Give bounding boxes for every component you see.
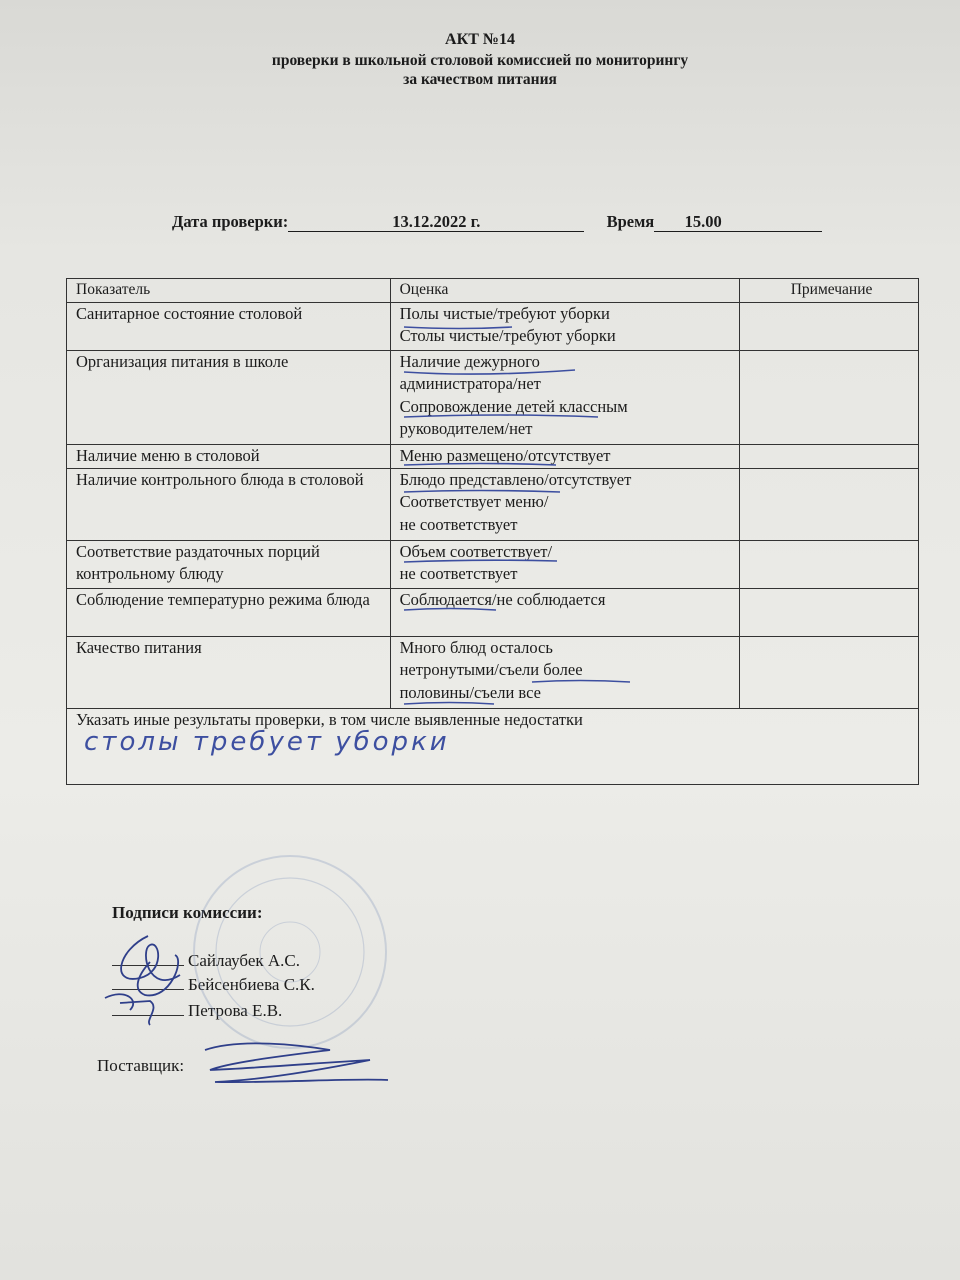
member-name: Сайлаубек А.С. — [188, 951, 301, 970]
time-label: Время — [606, 212, 655, 231]
indicator-cell: Организация питания в школе — [67, 350, 391, 444]
assessment-line: администратора/нет — [399, 374, 541, 393]
date-label: Дата проверки: — [172, 212, 289, 231]
assessment-line: руководителем/нет — [399, 419, 533, 438]
indicator-cell: Санитарное состояние столовой — [67, 302, 391, 350]
member-name: Бейсенбиева С.К. — [188, 975, 315, 994]
document-title: АКТ №14 — [445, 31, 515, 48]
assessment-line: Объем соответствует/ — [399, 541, 553, 561]
stamp-seal — [194, 856, 386, 1048]
assessment-line: половины/съели все — [399, 682, 541, 702]
assessment-line: не соответствует — [399, 564, 518, 583]
signatures-title: Подписи комиссии: — [112, 903, 263, 922]
assessment-line: не соответствует — [399, 514, 518, 534]
other-results-handwritten: столы требует уборки — [84, 727, 450, 757]
selection-underlines — [404, 327, 630, 704]
column-header-indicator: Показатель — [67, 279, 391, 303]
time-value: 15.00 — [684, 212, 722, 231]
assessment-line: Сопровождение детей классным — [399, 396, 628, 416]
column-header-assessment: Оценка — [390, 279, 740, 303]
indicator-cell: Соответствие раздаточных порций контрольному блюду — [67, 540, 391, 588]
assessment-line: Соблюдается/не соблюдается — [399, 589, 606, 609]
indicator-cell: Наличие контрольного блюда в столовой — [67, 468, 391, 540]
assessment-line: нетронутыми/съели более — [399, 660, 583, 679]
assessment-line: Много блюд осталось — [399, 637, 553, 657]
column-header-note: Примечание — [740, 279, 919, 303]
indicator-cell: Качество питания — [67, 636, 391, 708]
signature-marks — [105, 936, 388, 1082]
supplier-label: Поставщик: — [97, 1056, 185, 1075]
date-value: 13.12.2022 г. — [392, 212, 481, 231]
document-subtitle-line-1: проверки в школьной столовой комиссией по мониторингу — [271, 52, 689, 69]
assessment-line: Меню размещено/отсутствует — [399, 445, 611, 465]
assessment-line: Столы чистые/требуют уборки — [399, 326, 616, 345]
assessment-line: Соответствует меню/ — [399, 492, 549, 511]
assessment-line: Полы чистые/требуют уборки — [399, 303, 610, 323]
assessment-line: Наличие дежурного — [399, 351, 540, 371]
member-name: Петрова Е.В. — [188, 1001, 283, 1020]
assessment-line: Блюдо представлено/отсутствует — [399, 469, 632, 489]
indicator-cell: Наличие меню в столовой — [67, 444, 391, 468]
indicator-cell: Соблюдение температурно режима блюда — [67, 588, 391, 636]
document-subtitle-line-2: за качеством питания — [403, 71, 557, 88]
other-results-label: Указать иные результаты проверки, в том числе выявленные недостатки — [76, 709, 583, 729]
